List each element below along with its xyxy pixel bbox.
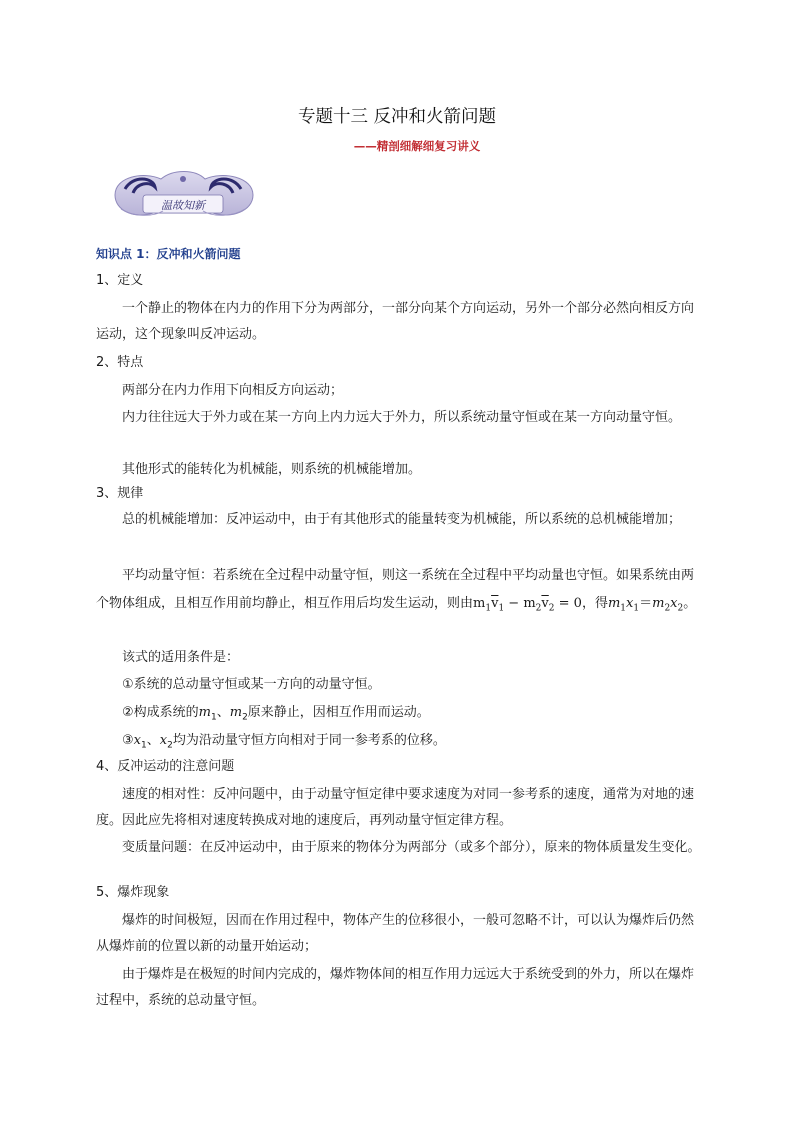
notes-paragraph-2: 变质量问题：在反冲运动中，由于原来的物体分为两部分（或多个部分），原来的物体质量发生变化。	[122, 840, 701, 855]
explosion-paragraph-2: 由于爆炸是在极短的时间内完成的，爆炸物体间的相互作用力远远大于系统受到的外力，所以在爆炸过程中，系统的总动量守恒。	[96, 967, 695, 1008]
page-subtitle: ——精剖细解细复习讲义	[353, 139, 481, 153]
conditions-intro: 该式的适用条件是：	[122, 650, 240, 665]
features-paragraph-2: 内力往往远大于外力或在某一方向上内力远大于外力，所以系统动量守恒或在某一方向动量守恒。	[122, 410, 682, 425]
section-heading-features: 2、特点	[96, 355, 144, 370]
condition-1: ①系统的总动量守恒或某一方向的动量守恒。	[122, 677, 381, 692]
condition-3: $③x_1$、$x_2$均为沿动量守恒方向相对于同一参考系的位移。	[122, 733, 446, 751]
knowledge-point-title: 知识点 1：反冲和火箭问题	[96, 247, 241, 261]
momentum-formula: $m_1\overline{v}_1 - m_2\overline{v}_2 = 0$	[473, 596, 582, 614]
result-formula: $m_1x_1=m_2x_2$	[607, 596, 684, 614]
explosion-paragraph-1: 爆炸的时间极短，因而在作用过程中，物体产生的位移很小，一般可忽略不计，可以认为爆炸后仍然从爆炸前的位置以新的动量开始运动；	[96, 913, 695, 954]
section-heading-notes: 4、反冲运动的注意问题	[96, 759, 235, 774]
definition-paragraph: 一个静止的物体在内力的作用下分为两部分，一部分向某个方向运动，另外一个部分必然向相反方向运动，这个现象叫反冲运动。	[96, 301, 695, 342]
banner-scroll-icon	[103, 165, 263, 223]
section-heading-definition: 1、定义	[96, 273, 144, 288]
condition-2: ②构成系统的$m_1$、$m_2$原来静止，因相互作用而运动。	[122, 705, 430, 723]
features-paragraph-1: 两部分在内力作用下向相反方向运动；	[122, 383, 344, 398]
features-paragraph-3: 其他形式的能转化为机械能，则系统的机械能增加。	[122, 462, 422, 477]
notes-paragraph-1: 速度的相对性：反冲问题中，由于动量守恒定律中要求速度为对同一参考系的速度，通常为对地的速度。因此应先将相对速度转换成对地的速度后，再列动量守恒定律方程。	[96, 787, 695, 828]
banner-text: 温故知新	[161, 199, 205, 212]
page-title: 专题十三 反冲和火箭问题	[297, 107, 497, 127]
laws-paragraph-1: 总的机械能增加：反冲运动中，由于有其他形式的能量转变为机械能，所以系统的总机械能增加；	[122, 512, 682, 527]
laws-paragraph-2: 平均动量守恒：若系统在全过程中动量守恒，则这一系统在全过程中平均动量也守恒。如果系统由两个物体组成，且相互作用前均静止，相互作用后均发生运动，则由$m_1\overline{v}_1 - m_2\overline{v}_2 = 0$，得$m_1x_1=m_2x_2$。	[96, 568, 697, 614]
section-heading-laws: 3、规律	[96, 486, 144, 501]
laws-paragraph-2-text: 平均动量守恒：若系统在全过程中动量守恒，则这一系统在全过程中平均动量也守恒。如果系统由两个物体组成，且相互作用前均静止，相互作用后均发生运动，则由	[96, 568, 695, 611]
section-heading-explosion: 5、爆炸现象	[96, 885, 170, 900]
review-banner	[103, 165, 263, 223]
